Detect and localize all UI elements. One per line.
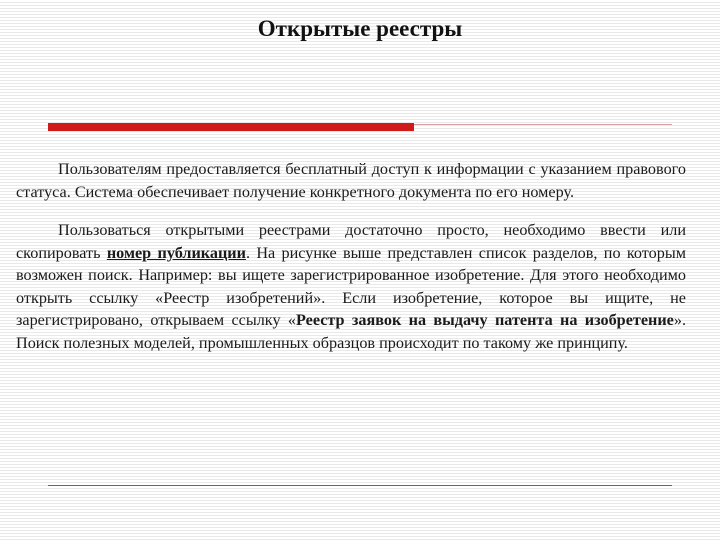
patent-applications-registry-emphasis: Реестр заявок на выдачу патента на изобретение <box>295 311 674 329</box>
slide-body <box>16 158 686 370</box>
paragraph-2-part-3: ». Поиск полезных моделей, промышленных образцов происходит по такому же принципу. <box>16 311 686 352</box>
paragraph-2-part-1: Пользоваться открытыми реестрами достаточно просто, необходимо ввести или скопировать <box>16 221 686 262</box>
paragraph-2-part-2: . На рисунке выше представлен список разделов, по которым возможен поиск. Например: вы ищете зарегистрированное изобретение. Для этого необходимо открыть ссылку «Реестр изобретений». Если изобретение, которое вы ищите, не зарегистрировано, открываем ссылку « <box>16 243 686 329</box>
slide-title: Открытые реестры <box>257 16 463 41</box>
footer-divider <box>48 485 672 486</box>
title-divider-thick <box>48 123 414 131</box>
paragraph-2 <box>16 219 686 354</box>
publication-number-emphasis: номер публикации <box>106 243 246 262</box>
paragraph-1: Пользователям предоставляется бесплатный доступ к информации с указанием правового статуса. Система обеспечивает получение конкретного документа по его номеру. <box>16 160 686 201</box>
